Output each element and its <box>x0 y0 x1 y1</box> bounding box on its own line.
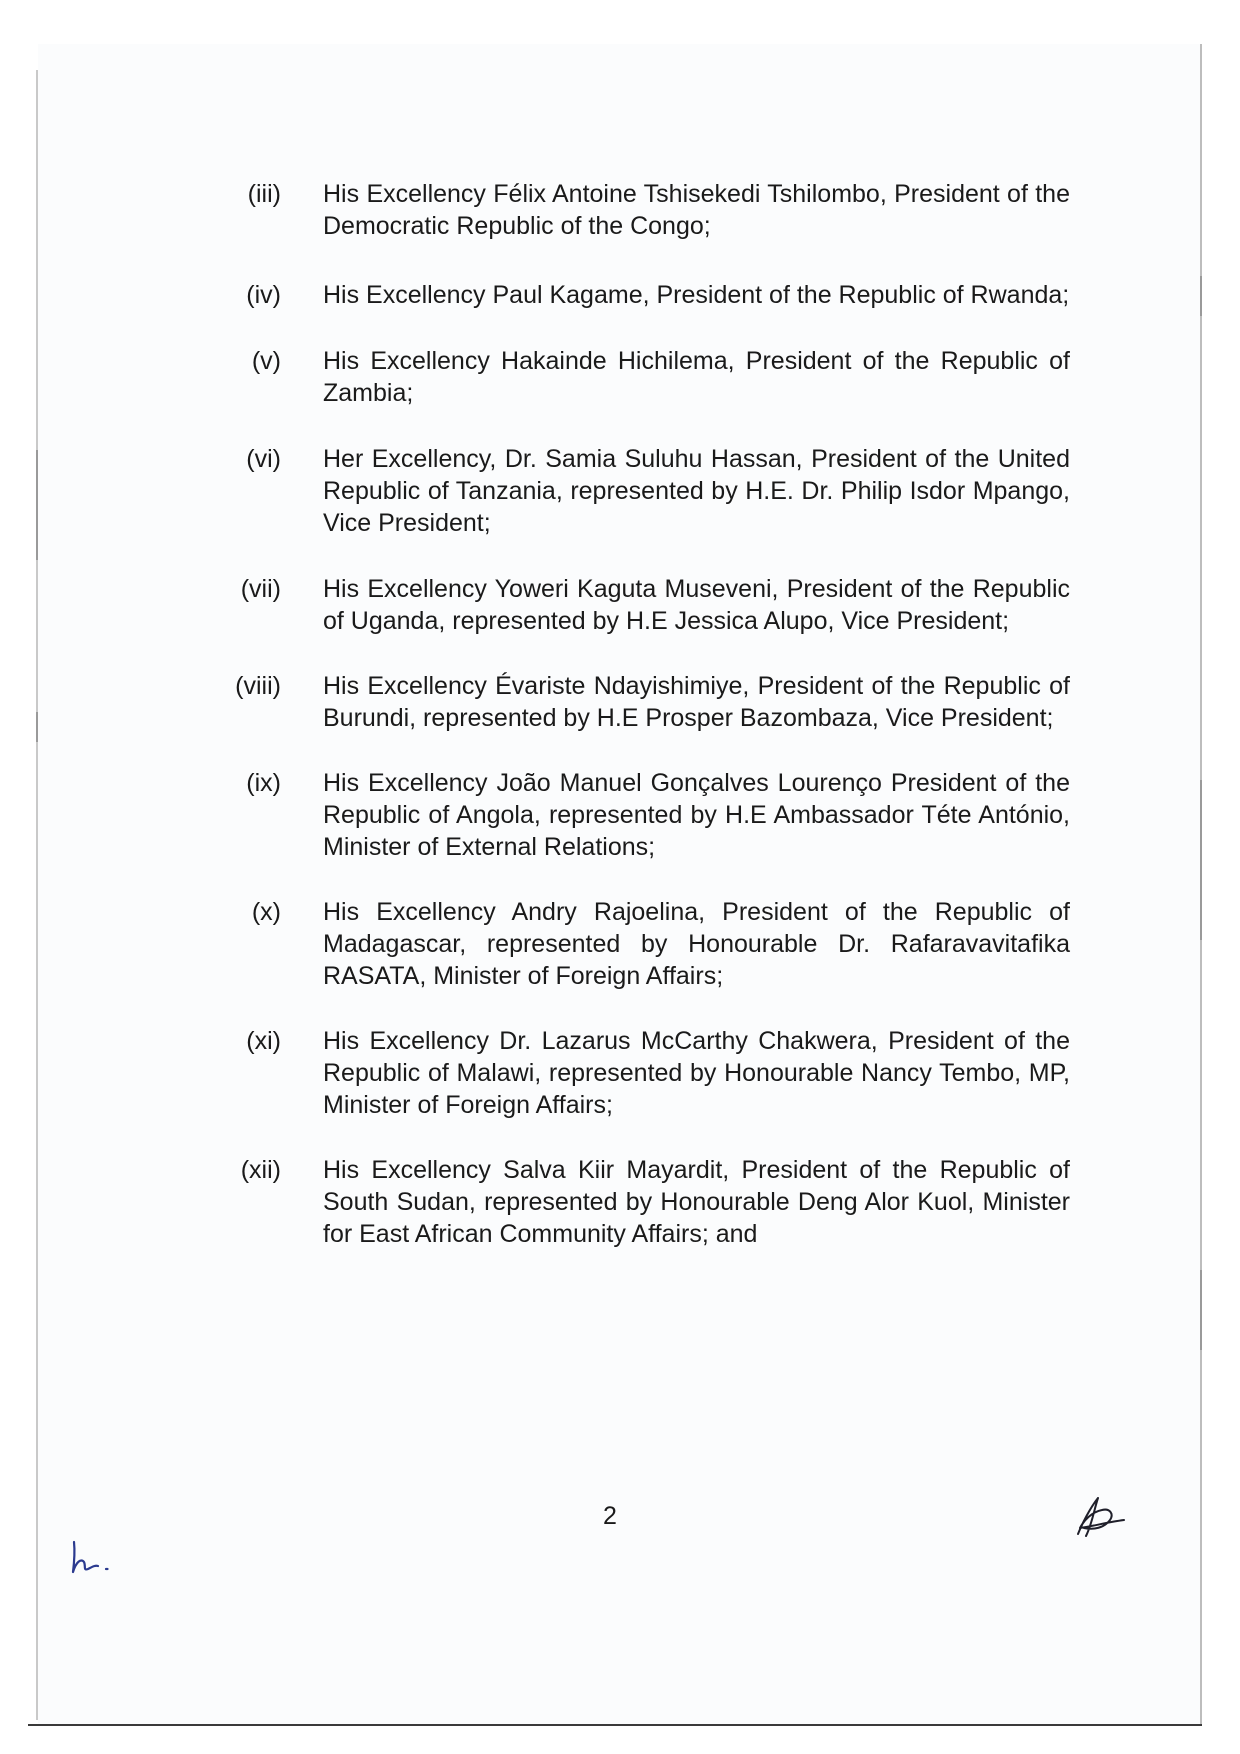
item-number: (iii) <box>247 180 281 208</box>
list-item <box>200 1154 1070 1250</box>
scan-mark <box>1200 276 1202 316</box>
item-text: His Excellency Félix Antoine Tshisekedi Tshilombo, President of the Democratic Republic of the Congo; <box>323 180 1070 240</box>
item-text: His Excellency Hakainde Hichilema, President of the Republic of Zambia; <box>323 347 1070 407</box>
item-number: (ix) <box>246 769 281 797</box>
item-text: His Excellency Évariste Ndayishimiye, President of the Republic of Burundi, represented by H.E Prosper Bazombaza, Vice President; <box>323 672 1070 732</box>
item-text: His Excellency Paul Kagame, President of the Republic of Rwanda; <box>323 281 1070 309</box>
list-item <box>200 178 1070 242</box>
item-text: His Excellency Salva Kiir Mayardit, President of the Republic of South Sudan, represented by Honourable Deng Alor Kuol, Minister for East African Community Affairs; and <box>323 1156 1070 1248</box>
item-number: (vii) <box>240 575 281 603</box>
item-text: Her Excellency, Dr. Samia Suluhu Hassan, President of the United Republic of Tanzania, represented by H.E. Dr. Philip Isdor Mpango, Vice President; <box>323 445 1070 537</box>
delegates-list <box>200 178 1070 1250</box>
scan-mark <box>1200 780 1202 940</box>
item-number: (xi) <box>246 1027 281 1055</box>
scan-edge-left <box>36 70 38 1720</box>
item-number: (iv) <box>246 281 281 309</box>
list-item <box>200 345 1070 409</box>
list-item <box>200 573 1070 637</box>
list-item <box>200 670 1070 734</box>
scan-mark <box>1200 1270 1202 1350</box>
item-text: His Excellency Yoweri Kaguta Museveni, President of the Republic of Uganda, represented by H.E Jessica Alupo, Vice President; <box>323 575 1070 635</box>
item-number: (xii) <box>240 1156 281 1184</box>
item-text: His Excellency Andry Rajoelina, President of the Republic of Madagascar, represented by Honourable Dr. Rafaravavitafika RASATA, Minister of Foreign Affairs; <box>323 898 1070 990</box>
scan-edge-bottom <box>28 1724 1202 1726</box>
item-text: His Excellency João Manuel Gonçalves Lourenço President of the Republic of Angola, represented by H.E Ambassador Téte António, Minister of External Relations; <box>323 769 1070 861</box>
list-item <box>200 767 1070 863</box>
item-number: (x) <box>251 898 281 926</box>
list-item <box>200 443 1070 539</box>
scan-mark <box>36 712 38 742</box>
item-text: His Excellency Dr. Lazarus McCarthy Chakwera, President of the Republic of Malawi, represented by Honourable Nancy Tembo, MP, Minister of Foreign Affairs; <box>323 1027 1070 1119</box>
scan-mark <box>36 450 38 560</box>
page-number: 2 <box>603 1502 617 1530</box>
item-number: (viii) <box>235 672 281 700</box>
handwritten-signature <box>1064 1490 1132 1546</box>
item-number: (v) <box>251 347 281 375</box>
list-item <box>200 896 1070 992</box>
item-number: (vi) <box>246 445 281 473</box>
handwritten-initials-signature <box>66 1538 136 1578</box>
list-item <box>200 1025 1070 1121</box>
list-item <box>200 279 1070 311</box>
